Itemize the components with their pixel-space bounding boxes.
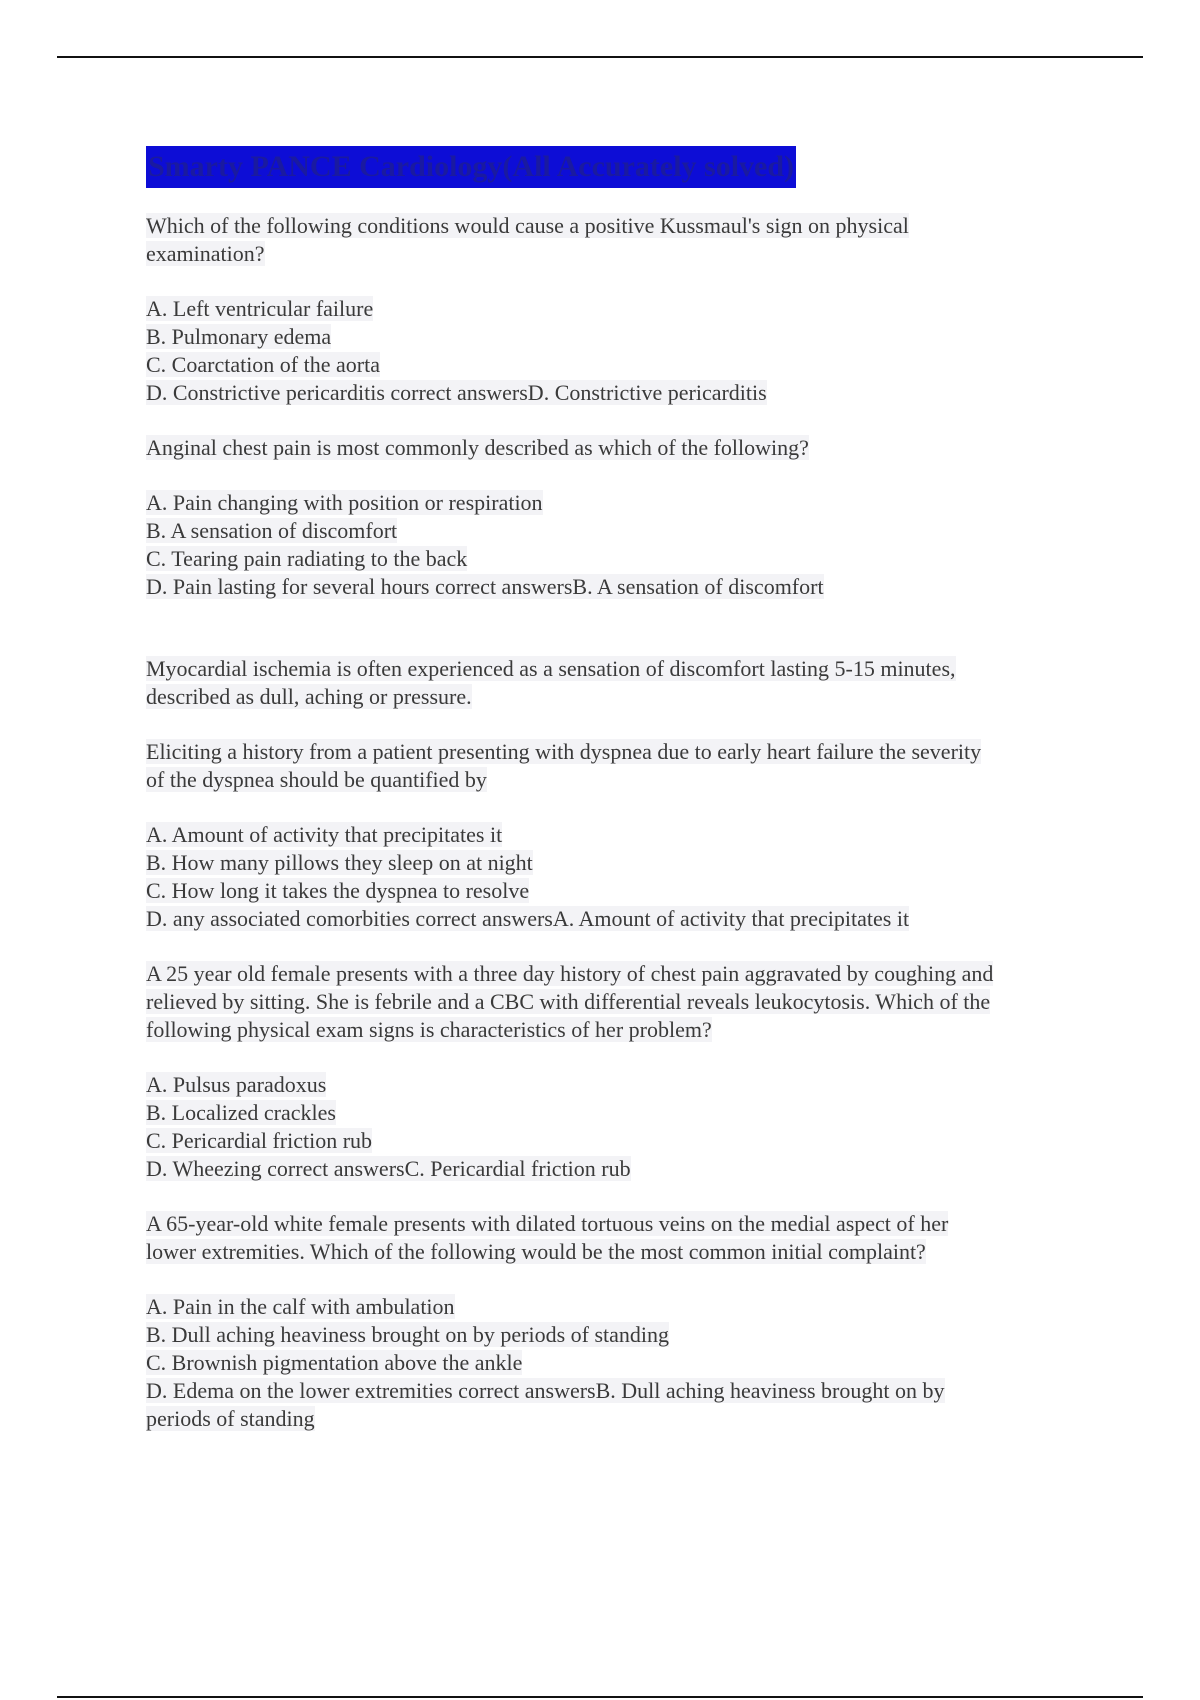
option-line: A. Left ventricular failure bbox=[146, 296, 374, 321]
option-line: B. Pulmonary edema bbox=[146, 324, 332, 349]
text-line: Myocardial ischemia is often experienced as a sensation of discomfort lasting 5-15 minutes, bbox=[146, 656, 956, 681]
option-line: B. How many pillows they sleep on at night bbox=[146, 850, 533, 875]
option-line: D. any associated comorbities correct answersA. Amount of activity that precipitates it bbox=[146, 906, 910, 931]
option-line: C. Brownish pigmentation above the ankle bbox=[146, 1350, 523, 1375]
text-line: A 65-year-old white female presents with dilated tortuous veins on the medial aspect of her bbox=[146, 1211, 949, 1236]
option-line: C. Tearing pain radiating to the back bbox=[146, 546, 468, 571]
text-line: described as dull, aching or pressure. bbox=[146, 684, 472, 709]
question-2-options bbox=[146, 489, 1096, 601]
text-line: relieved by sitting. She is febrile and a CBC with differential reveals leukocytosis. Which of the bbox=[146, 989, 991, 1014]
question-5-options bbox=[146, 1293, 1096, 1433]
question-4-options bbox=[146, 1071, 1096, 1183]
option-line: B. A sensation of discomfort bbox=[146, 518, 398, 543]
option-line: D. Constrictive pericarditis correct answersD. Constrictive pericarditis bbox=[146, 380, 767, 405]
question-2-text bbox=[146, 434, 1096, 462]
option-line: B. Localized crackles bbox=[146, 1100, 336, 1125]
header-rule bbox=[57, 56, 1143, 58]
option-line: A. Pulsus paradoxus bbox=[146, 1072, 327, 1097]
option-line: A. Pain in the calf with ambulation bbox=[146, 1294, 455, 1319]
text-line: Eliciting a history from a patient presenting with dyspnea due to early heart failure the severity bbox=[146, 739, 982, 764]
text-line: following physical exam signs is characteristics of her problem? bbox=[146, 1017, 712, 1042]
option-line: D. Wheezing correct answersC. Pericardial friction rub bbox=[146, 1156, 631, 1181]
text-line: examination? bbox=[146, 241, 265, 266]
question-3-text bbox=[146, 738, 1096, 794]
option-line: D. Edema on the lower extremities correct answersB. Dull aching heaviness brought on by bbox=[146, 1378, 945, 1403]
option-line: C. Pericardial friction rub bbox=[146, 1128, 373, 1153]
text-line: of the dyspnea should be quantified by bbox=[146, 767, 487, 792]
option-line: C. How long it takes the dyspnea to resolve bbox=[146, 878, 530, 903]
question-1-text bbox=[146, 212, 1096, 268]
option-line: B. Dull aching heaviness brought on by periods of standing bbox=[146, 1322, 670, 1347]
question-1-options bbox=[146, 295, 1096, 407]
option-line: A. Pain changing with position or respiration bbox=[146, 490, 543, 515]
footer-rule bbox=[57, 1696, 1143, 1698]
text-line: Which of the following conditions would cause a positive Kussmaul's sign on physical bbox=[146, 213, 909, 238]
text-line: A 25 year old female presents with a three day history of chest pain aggravated by coughing and bbox=[146, 961, 994, 986]
explanation-text bbox=[146, 655, 1096, 711]
question-4-text bbox=[146, 960, 1096, 1044]
option-line: A. Amount of activity that precipitates it bbox=[146, 822, 503, 847]
question-3-options bbox=[146, 821, 1096, 933]
option-line: D. Pain lasting for several hours correct answersB. A sensation of discomfort bbox=[146, 574, 824, 599]
text-line: Anginal chest pain is most commonly described as which of the following? bbox=[146, 435, 809, 460]
document-body bbox=[146, 146, 1096, 1460]
question-5-text bbox=[146, 1210, 1096, 1266]
text-line: lower extremities. Which of the following would be the most common initial complaint? bbox=[146, 1239, 926, 1264]
option-line: C. Coarctation of the aorta bbox=[146, 352, 380, 377]
document-title: Smarty PANCE Cardiology(All Accurately solved) bbox=[146, 146, 796, 188]
option-line: periods of standing bbox=[146, 1406, 315, 1431]
